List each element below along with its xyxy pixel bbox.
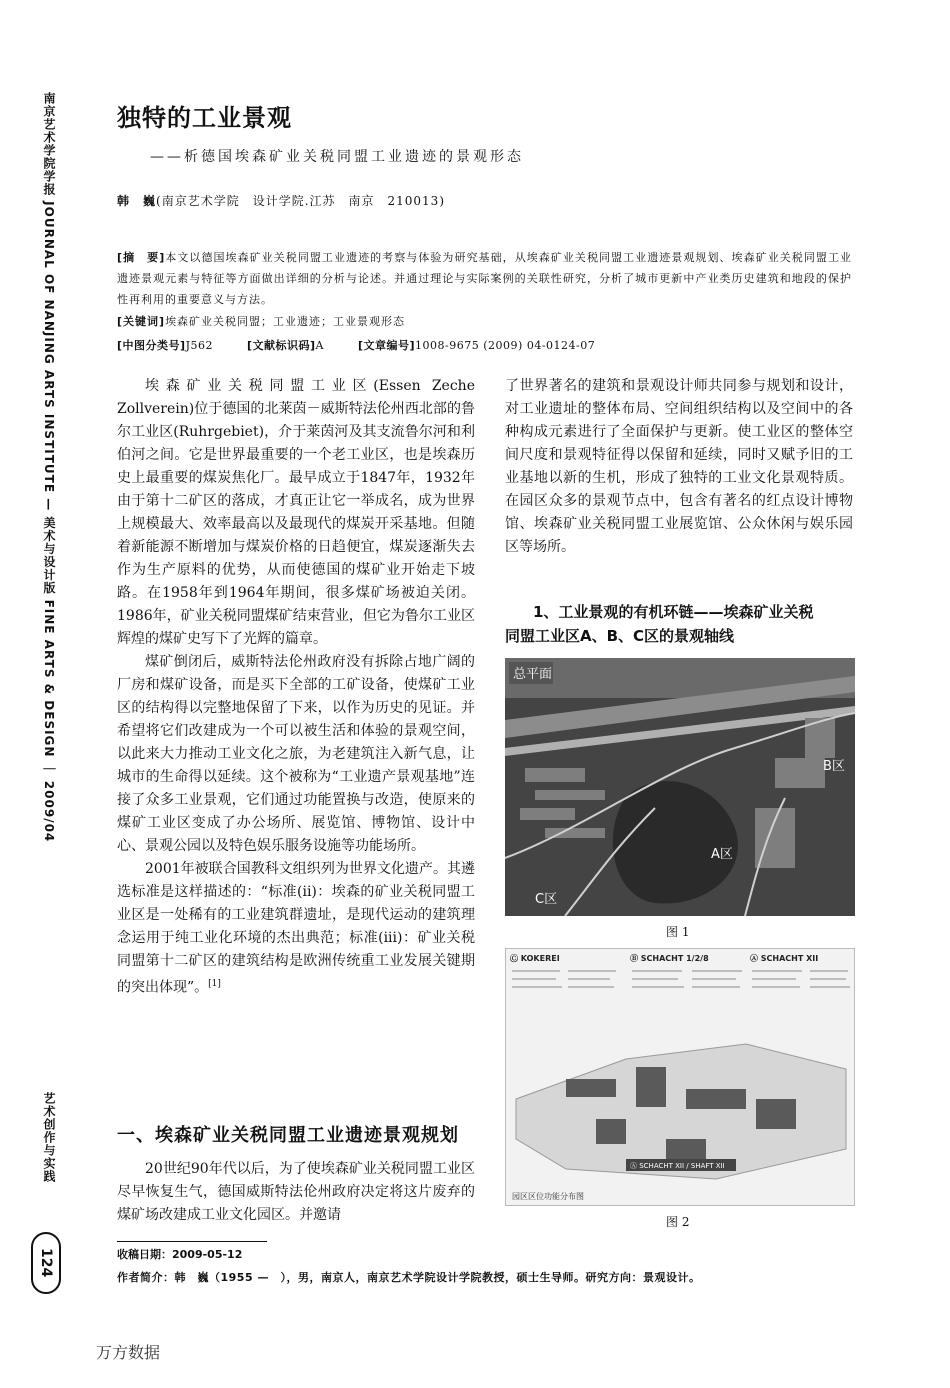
classification-line — [117, 337, 595, 353]
author-affiliation: (南京艺术学院 设计学院.江苏 南京 210013) — [156, 194, 446, 208]
citation-ref: [1] — [208, 979, 221, 989]
subsection-heading-line2: 同盟工业区A、B、C区的景观轴线 — [505, 627, 735, 645]
figure-2-site-map — [505, 948, 855, 1206]
watermark: 万方数据 — [96, 1343, 161, 1362]
page-number-text: 124 — [38, 1248, 54, 1278]
author-bio-line — [117, 1269, 700, 1285]
bio-label: 作者简介： — [117, 1271, 175, 1284]
subsection-heading-line1: 1、工业景观的有机环链——埃森矿业关税 — [533, 603, 814, 621]
fig2-header-a: Ⓐ SCHACHT XII — [750, 954, 819, 963]
aerial-photo-drawing — [505, 658, 855, 916]
author-line — [117, 192, 445, 209]
subsection-heading — [505, 600, 855, 648]
body-left-column — [117, 375, 475, 1000]
paragraph: 20世纪90年代以后，为了使埃森矿业关税同盟工业区尽早恢复生气，德国威斯特法伦州政府决定将这片废弃的煤矿场改建成工业文化园区。并邀请 — [117, 1161, 475, 1223]
figure-2-caption: 图 2 — [666, 1215, 690, 1229]
doc-code-label: [文献标识码] — [246, 339, 316, 352]
fig2-bottom-label: Ⓐ SCHACHT XII / SHAFT XII — [630, 1162, 725, 1170]
figure-1-caption: 图 1 — [666, 925, 690, 939]
abstract-text: 本文以德国埃森矿业关税同盟工业遗迹的考察与体验为研究基础，从埃森矿业关税同盟工业遗迹景观规划、埃森矿业关税同盟工业遗迹景观元素与特征等方面做出详细的分析与论述。并通过理论与实际案例的关联性研究，分析了城市更新中产业类历史建筑和地段的保护性再利用的重要意义与方法。 — [117, 251, 852, 306]
figure-1-aerial-photo — [505, 658, 855, 916]
running-header: 南京艺术学院学报 JOURNAL OF NANJING ARTS INSTITUTE — 美术与设计版 FINE ARTS & DESIGN ｜ 2009/04 — [42, 92, 56, 843]
footnote-rule — [117, 1241, 267, 1242]
abstract-label: [摘 要] — [117, 251, 166, 264]
article-subtitle: ——析德国埃森矿业关税同盟工业遗迹的景观形态 — [150, 149, 524, 165]
clc-value: J562 — [185, 339, 213, 352]
fig2-header-c: Ⓒ KOKEREI — [510, 954, 560, 963]
section-heading: 一、埃森矿业关税同盟工业遗迹景观规划 — [117, 1125, 459, 1146]
body-left-column-bottom — [117, 1158, 475, 1227]
body-right-column — [505, 375, 853, 559]
fig1-zone-a-label: A区 — [711, 847, 733, 862]
keywords-text: 埃森矿业关税同盟；工业遗迹；工业景观形态 — [165, 315, 406, 328]
paragraph — [117, 858, 475, 1000]
doc-code-value: A — [315, 339, 324, 352]
bio-text: 韩 巍（1955 — ），男，南京人，南京艺术学院设计学院教授，硕士生导师。研究方向：景观设计。 — [174, 1271, 701, 1284]
keywords — [117, 313, 405, 329]
site-map-drawing — [506, 949, 854, 1205]
received-label: 收稿日期： — [117, 1248, 172, 1261]
article-id-value: 1008-9675 (2009) 04-0124-07 — [415, 339, 596, 352]
paragraph: 煤矿倒闭后，威斯特法伦州政府没有拆除占地广阔的厂房和煤矿设备，而是买下全部的工矿设备，使煤矿工业区的结构得以完整地保留了下来，以作为历史的见证。并希望将它们改建成为一个可以被生活和体验的景观空间，以此来大力推动工业文化之旅，为老建筑注入新气息，让城市的生命得以延续。这个被称为“工业遗产景观基地”连接了众多工业景观，它们通过功能置换与改造，使原来的煤矿工业区变成了办公场所、展览馆、博物馆、设计中心、景观公园以及特色娱乐服务设施等功能场所。 — [117, 654, 475, 854]
paragraph: 埃森矿业关税同盟工业区(Essen Zeche Zollverein)位于德国的北莱茵－威斯特法伦州西北部的鲁尔工业区(Ruhrgebiet)，介于莱茵河及其支流鲁尔河和利伯河之间。它是世界最重要的一个老工业区，也是埃森历史上最重要的煤炭焦化厂。最早成立于1847年，1932年由于第十二矿区的落成，才真正让它一举成名，成为世界上规模最大、效率最高以及最现代的煤炭开采基地。但随着新能源不断增加与煤炭价格的日趋便宜，煤炭逐渐失去作为生产原料的优势，从而使德国的煤矿业开始走下坡路。在1958年到1964年期间，很多煤矿场被迫关闭。1986年，矿业关税同盟煤矿结束营业，但它为鲁尔工业区辉煌的煤矿史写下了光辉的篇章。 — [117, 378, 475, 647]
received-date-line — [117, 1246, 242, 1262]
received-date: 2009-05-12 — [172, 1248, 243, 1261]
fig2-header-b: Ⓑ SCHACHT 1/2/8 — [630, 954, 709, 963]
paragraph: 了世界著名的建筑和景观设计师共同参与规划和设计，对工业遗址的整体布局、空间组织结构以及空间中的各种构成元素进行了全面保护与更新。使工业区的整体空间尺度和景观特征得以保留和延续，同时又赋予旧的工业基地以新的生机，形成了独特的工业文化景观特质。在园区众多的景观节点中，包含有著名的红点设计博物馆、埃森矿业关税同盟工业展览馆、公众休闲与娱乐园区等场所。 — [505, 378, 853, 555]
page-number — [31, 1232, 61, 1294]
fig2-inset-label: 园区区位功能分布图 — [512, 1192, 584, 1201]
article-id-label: [文章编号] — [357, 339, 416, 352]
fig1-zone-b-label: B区 — [823, 759, 845, 774]
article-title: 独特的工业景观 — [117, 104, 292, 132]
keywords-label: [关键词] — [117, 315, 166, 328]
fig1-inset-label: 总平面 — [513, 667, 553, 682]
abstract — [117, 247, 852, 310]
fig1-zone-c-label: C区 — [535, 892, 558, 907]
author-name: 韩 巍 — [117, 194, 157, 208]
section-name: 艺术创作与实践 — [42, 1092, 56, 1183]
clc-label: [中图分类号] — [117, 339, 186, 352]
paragraph-text: 2001年被联合国教科文组织列为世界文化遗产。其遴选标准是这样描述的：“标准(ii)：埃森的矿业关税同盟工业区是一处稀有的工业建筑群遗址，是现代运动的建筑理念运用于纯工业化环境的杰出典范；标准(iii)：矿业关税同盟第十二矿区的建筑结构是欧洲传统重工业发展关键期的突出体现”。 — [117, 861, 475, 996]
